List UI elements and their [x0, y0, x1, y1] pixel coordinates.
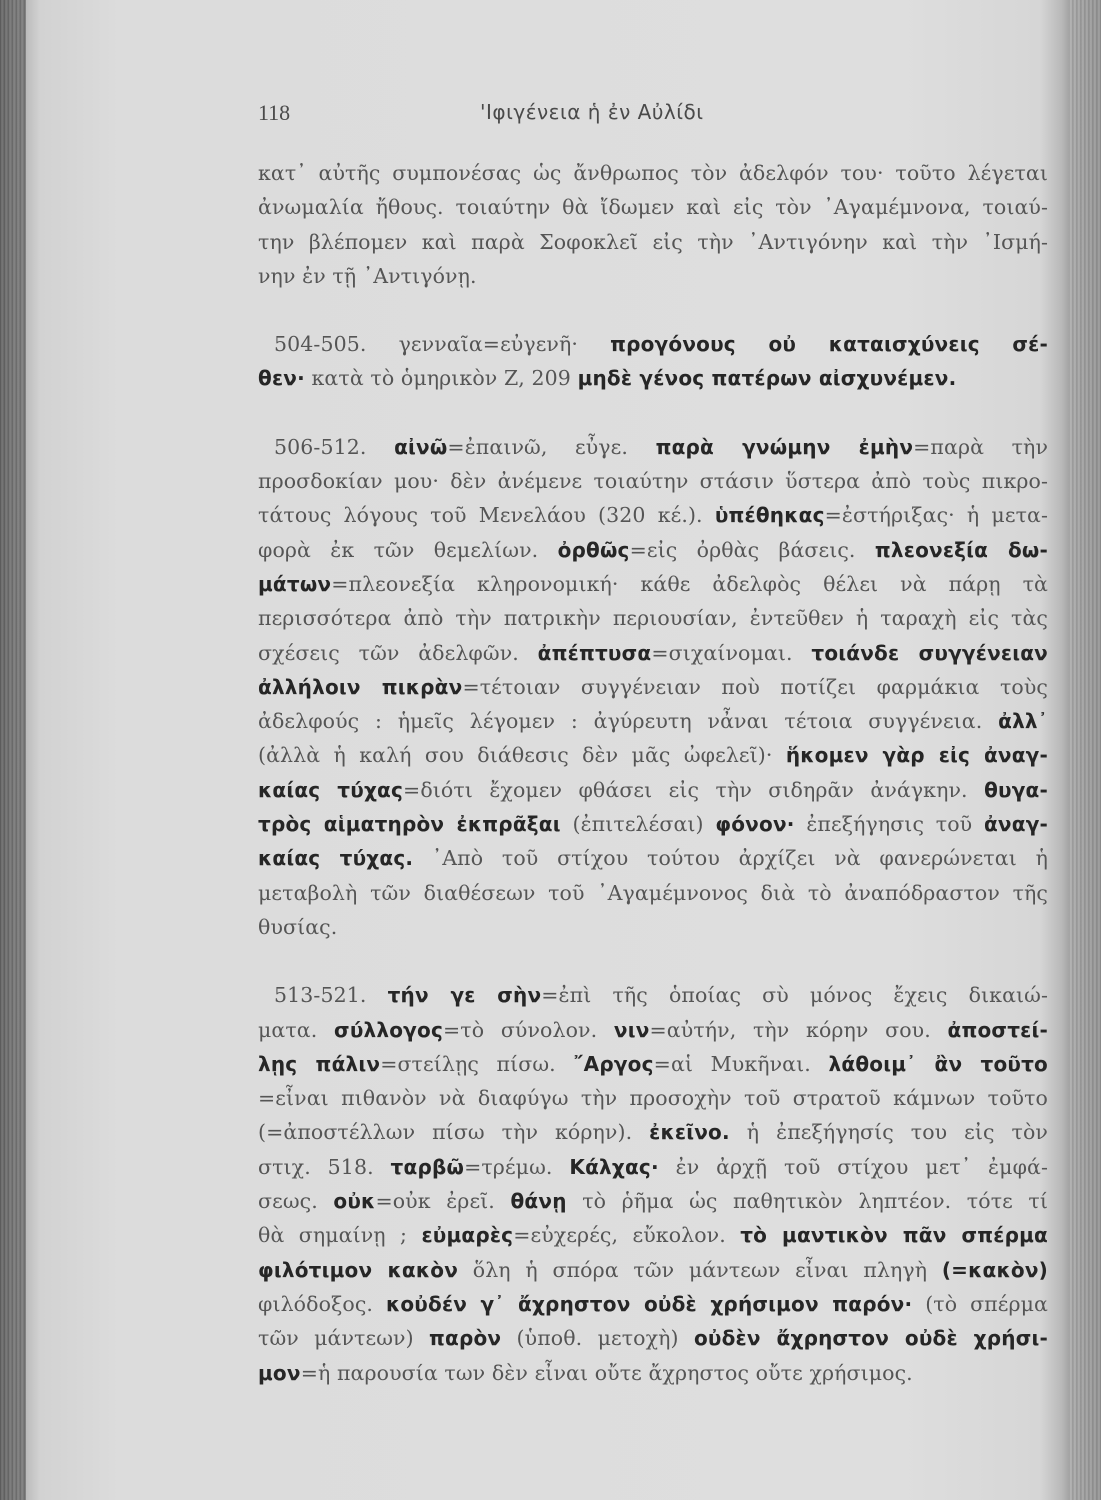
- text-line: [258, 498, 1048, 532]
- lemma-text: πλεονεξία δω-: [874, 537, 1048, 562]
- gloss-text: (ἀλλὰ ἡ καλή σου διάθεσις δὲν μᾶς ὠφελεῖ)·: [258, 743, 786, 768]
- text-line: [258, 978, 1048, 1012]
- lemma-text: οὐκ: [333, 1189, 376, 1214]
- commentary-paragraph: [258, 430, 1048, 944]
- gloss-text: =ἐπὶ τῆς ὁποίας σὺ μόνος ἔχεις δικαιώ-: [541, 983, 1048, 1008]
- text-line: [258, 670, 1048, 704]
- gloss-text: =ἡ παρουσία των δὲν εἶναι οὔτε ἄχρηστος οὔτε χρήσιμος.: [300, 1360, 913, 1385]
- gloss-text: =εἰς ὀρθὰς βάσεις.: [629, 537, 875, 562]
- lemma-text: τήν γε σὴν: [387, 983, 542, 1008]
- text-line: [258, 1150, 1048, 1184]
- lemma-text: φιλότιμον κακὸν: [258, 1257, 459, 1282]
- gloss-text: νην ἐν τῇ ᾽Αντιγόνῃ.: [258, 263, 477, 288]
- gloss-text: μεταβολὴ τῶν διαθέσεων τοῦ ᾽Αγαμέμνονος διὰ τὸ ἀναπόδραστον τῆς: [258, 880, 1048, 905]
- gloss-text: =ἐπαινῶ, εὖγε.: [447, 434, 656, 459]
- gloss-text: =εὐχερές, εὔκολον.: [513, 1223, 741, 1248]
- running-header: [258, 100, 1048, 130]
- text-line: [258, 156, 1048, 190]
- text-line: [258, 1115, 1048, 1149]
- gloss-text: 513-521.: [274, 983, 388, 1008]
- gloss-text: (=ἀποστέλλων πίσω τὴν κόρην).: [258, 1120, 650, 1145]
- lemma-text: παρὸν: [429, 1326, 502, 1351]
- gloss-text: σεως.: [258, 1189, 334, 1214]
- gloss-text: κατὰ τὸ ὁμηρικὸν Ζ, 209: [304, 366, 578, 391]
- lemma-text: τρὸς αἱματηρὸν ἐκπρᾶξαι: [258, 812, 561, 837]
- commentary-paragraph: [258, 978, 1048, 1390]
- text-line: [258, 841, 1048, 875]
- gloss-text: ματα.: [258, 1017, 335, 1042]
- gloss-text: ὅλη ἡ σπόρα τῶν μάντεων εἶναι πληγὴ: [458, 1257, 942, 1282]
- text-line: [258, 773, 1048, 807]
- commentary-body: [258, 156, 1048, 1390]
- lemma-text: προγόνους οὐ καταισχύνεις σέ-: [610, 332, 1048, 357]
- lemma-text: οὐδὲν ἄχρηστον οὐδὲ χρήσι-: [693, 1326, 1048, 1351]
- lemma-text: ὑπέθηκας: [714, 503, 825, 528]
- gloss-text: (ἐπιτελέσαι): [560, 812, 716, 837]
- gloss-text: =τρέμω.: [464, 1154, 570, 1179]
- text-line: [258, 430, 1048, 464]
- text-line: [258, 876, 1048, 910]
- gloss-text: ἐν ἀρχῇ τοῦ στίχου μετ᾽ ἐμφά-: [658, 1154, 1049, 1179]
- text-line: [258, 807, 1048, 841]
- text-line: [258, 1321, 1048, 1355]
- page-stack-right-edge: [1069, 0, 1101, 1500]
- gloss-text: την βλέπομεν καὶ παρὰ Σοφοκλεῖ εἰς τὴν ᾽Αντιγόνην καὶ τὴν ᾽Ισμή-: [258, 229, 1048, 254]
- lemma-text: εὐμαρὲς: [421, 1223, 514, 1248]
- gloss-text: =τὸ σύνολον.: [443, 1017, 614, 1042]
- gloss-text: =αἱ Μυκῆναι.: [653, 1051, 829, 1076]
- lemma-text: νιν: [613, 1017, 650, 1042]
- gloss-text: τὸ ῥῆμα ὡς παθητικὸν ληπτέον. τότε τί: [566, 1189, 1048, 1214]
- gloss-text: τάτους λόγους τοῦ Μενελάου (320 κέ.).: [258, 503, 715, 528]
- gloss-text: θὰ σημαίνῃ ;: [258, 1223, 422, 1248]
- text-line: [258, 1218, 1048, 1252]
- running-title: 'Ιφιγένεια ἡ ἐν Αὐλίδι: [480, 100, 704, 124]
- gloss-text: (ὑποθ. μετοχὴ): [501, 1326, 694, 1351]
- gloss-text: σχέσεις τῶν ἀδελφῶν.: [258, 640, 538, 665]
- paragraph-gap: [258, 293, 1048, 327]
- commentary-paragraph: [258, 156, 1048, 293]
- text-line: [258, 327, 1048, 361]
- lemma-text: ῎Αργος: [573, 1051, 654, 1076]
- gloss-text: 504-505. γενναῖα=εὐγενῆ·: [274, 332, 611, 357]
- paragraph-gap: [258, 396, 1048, 430]
- text-line: [258, 738, 1048, 772]
- text-line: [258, 259, 1048, 293]
- text-line: [258, 636, 1048, 670]
- text-line: [258, 704, 1048, 738]
- commentary-paragraph: [258, 327, 1048, 396]
- lemma-text: καίας τύχας.: [258, 846, 414, 871]
- lemma-text: τὸ μαντικὸν πᾶν σπέρμα: [740, 1223, 1048, 1248]
- lemma-text: αἰνῶ: [394, 434, 448, 459]
- lemma-text: θάνῃ: [510, 1189, 567, 1214]
- text-line: [258, 1013, 1048, 1047]
- lemma-text: καίας τύχας: [258, 777, 404, 802]
- lemma-text: μον: [258, 1360, 301, 1385]
- gloss-text: φιλόδοξος.: [258, 1291, 386, 1316]
- gloss-text: προσδοκίαν μου· δὲν ἀνέμενε τοιαύτην στάσιν ὕστερα ἀπὸ τοὺς πικρο-: [258, 469, 1048, 494]
- text-line: [258, 1356, 1048, 1390]
- lemma-text: σύλλογος: [334, 1017, 444, 1042]
- gloss-text: τῶν μάντεων): [258, 1326, 429, 1351]
- gloss-text: =σιχαίνομαι.: [651, 640, 812, 665]
- text-line: [258, 225, 1048, 259]
- lemma-text: λῃς πάλιν: [258, 1051, 381, 1076]
- gloss-text: ἀδελφούς : ἡμεῖς λέγομεν : ἀγύρευτη νἆναι τέτοια συγγένεια.: [258, 709, 999, 734]
- gloss-text: περισσότερα ἀπὸ τὴν πατρικὴν περιουσίαν, ἐντεῦθεν ἡ ταραχὴ εἰς τὰς: [258, 606, 1048, 631]
- page-stack-left-edge: [0, 0, 26, 1500]
- text-line: [258, 464, 1048, 498]
- gloss-text: (τὸ σπέρμα: [912, 1291, 1048, 1316]
- lemma-text: κοὐδέν γ᾽ ἄχρηστον οὐδὲ χρήσιμον παρόν·: [385, 1291, 913, 1316]
- lemma-text: ἀποστεί-: [947, 1017, 1048, 1042]
- lemma-text: ἥκομεν γὰρ εἰς ἀναγ-: [785, 743, 1048, 768]
- text-line: [258, 567, 1048, 601]
- text-line: [258, 533, 1048, 567]
- gloss-text: ᾽Απὸ τοῦ στίχου τούτου ἀρχίζει νὰ φανερώνεται ἡ: [413, 846, 1048, 871]
- lemma-text: παρὰ γνώμην ἐμὴν: [655, 434, 914, 459]
- lemma-text: ἀναγ-: [983, 812, 1049, 837]
- text-line: [258, 910, 1048, 944]
- gloss-text: 506-512.: [274, 434, 395, 459]
- text-line: [258, 1287, 1048, 1321]
- gloss-text: ἀνωμαλία ἤθους. τοιαύτην θὰ ἴδωμεν καὶ εἰς τὸν ᾽Αγαμέμνονα, τοιαύ-: [258, 195, 1048, 220]
- lemma-text: λάθοιμ᾽ ἂν τοῦτο: [828, 1051, 1048, 1076]
- gloss-text: =παρὰ τὴν: [913, 434, 1049, 459]
- lemma-text: τοιάνδε συγγένειαν: [811, 640, 1048, 665]
- lemma-text: Κάλχας·: [569, 1154, 659, 1179]
- lemma-text: θυγα-: [984, 777, 1048, 802]
- text-line: [258, 1253, 1048, 1287]
- text-line: [258, 1081, 1048, 1115]
- gloss-text: =πλεονεξία κληρονομική· κάθε ἀδελφὸς θέλει νὰ πάρῃ τὰ: [331, 571, 1048, 596]
- lemma-text: μάτων: [258, 571, 332, 596]
- gloss-text: =αὐτήν, τὴν κόρην σου.: [649, 1017, 948, 1042]
- gloss-text: στιχ. 518.: [258, 1154, 391, 1179]
- lemma-text: ἀπέπτυσα: [537, 640, 652, 665]
- lemma-text: ταρβῶ: [390, 1154, 465, 1179]
- page-number: 118: [258, 100, 291, 125]
- gloss-text: φορὰ ἐκ τῶν θεμελίων.: [258, 537, 558, 562]
- gloss-text: =διότι ἔχομεν φθάσει εἰς τὴν σιδηρᾶν ἀνάγκην.: [403, 777, 985, 802]
- text-line: [258, 1184, 1048, 1218]
- lemma-text: ὀρθῶς: [557, 537, 630, 562]
- gloss-text: ἐπεξήγησις τοῦ: [794, 812, 984, 837]
- gloss-text: =οὐκ ἐρεῖ.: [375, 1189, 511, 1214]
- lemma-text: ἀλλ᾽: [998, 709, 1048, 734]
- text-line: [258, 361, 1048, 395]
- paragraph-gap: [258, 944, 1048, 978]
- gloss-text: θυσίας.: [258, 914, 338, 939]
- gloss-text: =εἶναι πιθανὸν νὰ διαφύγω τὴν προσοχὴν τοῦ στρατοῦ κάμνων τοῦτο: [258, 1086, 1048, 1111]
- gloss-text: =τέτοιαν συγγένειαν ποὺ ποτίζει φαρμάκια τοὺς: [462, 674, 1048, 699]
- gloss-text: =στείλῃς πίσω.: [380, 1051, 574, 1076]
- lemma-text: μηδὲ γένος πατέρων αἰσχυνέμεν.: [577, 366, 957, 391]
- text-line: [258, 1047, 1048, 1081]
- lemma-text: θεν·: [258, 366, 305, 391]
- lemma-text: ἀλλήλοιν πικρὰν: [258, 674, 463, 699]
- lemma-text: ἐκεῖνο.: [649, 1120, 730, 1145]
- lemma-text: φόνον·: [715, 812, 795, 837]
- lemma-text: (=κακὸν): [941, 1257, 1048, 1282]
- text-line: [258, 190, 1048, 224]
- text-line: [258, 601, 1048, 635]
- gloss-text: =ἐστήριξας· ἡ μετα-: [824, 503, 1048, 528]
- gloss-text: ἡ ἐπεξήγησίς του εἰς τὸν: [729, 1120, 1048, 1145]
- gloss-text: κατ᾽ αὐτῆς συμπονέσας ὡς ἄνθρωπος τὸν ἀδελφόν του· τοῦτο λέγεται: [258, 161, 1048, 185]
